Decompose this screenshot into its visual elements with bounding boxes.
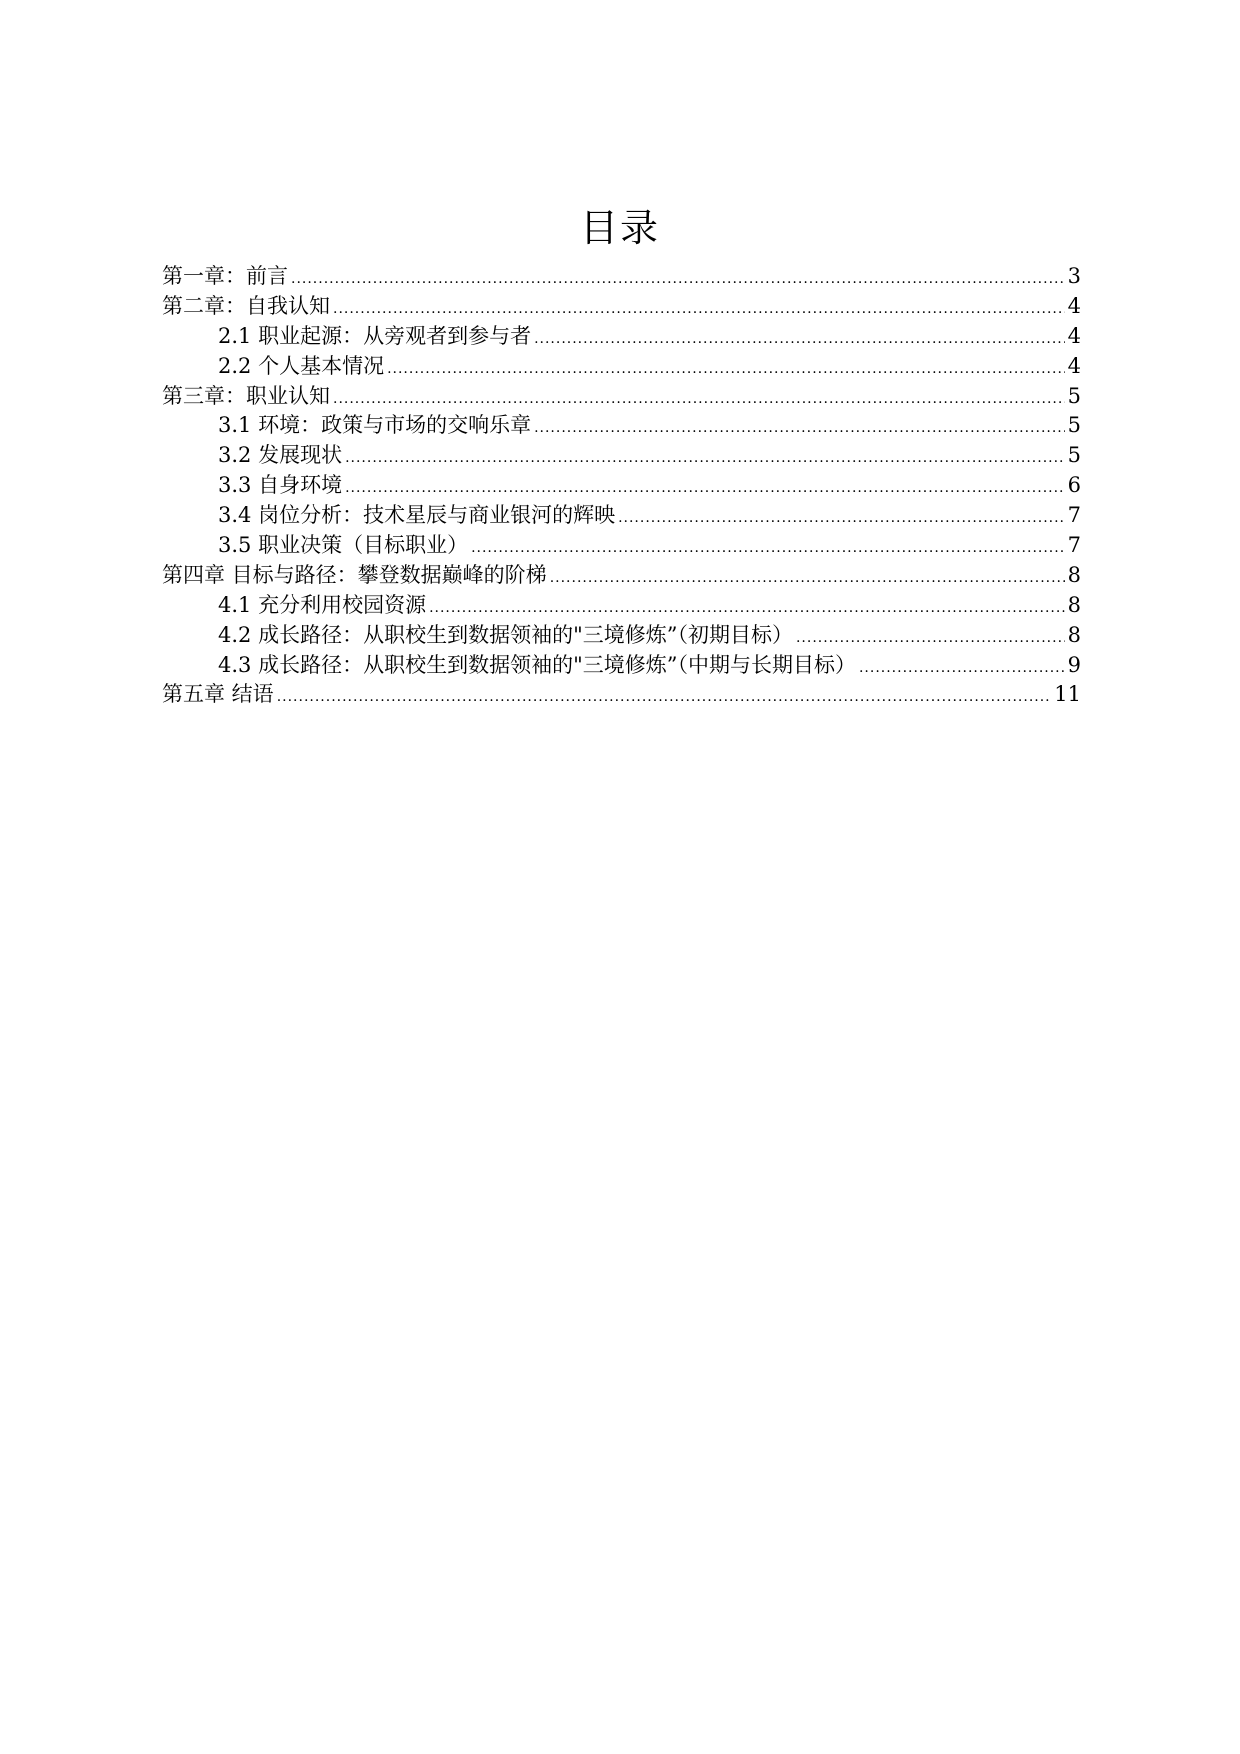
toc-entry-text: 2.2 个人基本情况 — [218, 353, 385, 378]
toc-entry-text: 4.3 成长路径：从职校生到数据领袖的"三境修炼”（中期与长期目标） — [218, 652, 856, 677]
toc-chapter-entry[interactable] — [162, 561, 1081, 591]
toc-dot-leader — [333, 385, 1065, 415]
toc-entry-text: 3.3 自身环境 — [218, 473, 343, 498]
toc-page-number: 5 — [1067, 443, 1081, 468]
toc-section-entry[interactable] — [162, 411, 1081, 441]
toc-dot-leader — [333, 295, 1065, 325]
toc-dot-leader — [429, 594, 1065, 624]
toc-dot-leader — [550, 564, 1065, 594]
toc-page-number: 8 — [1067, 622, 1081, 647]
toc-dot-leader — [534, 325, 1065, 355]
toc-section-entry[interactable] — [162, 471, 1081, 501]
toc-entry-text: 3.2 发展现状 — [218, 443, 343, 468]
toc-section-entry[interactable] — [162, 651, 1081, 681]
toc-page-number: 9 — [1067, 652, 1081, 677]
toc-entry-text: 4.2 成长路径：从职校生到数据领袖的"三境修炼”（初期目标） — [218, 622, 793, 647]
toc-page-number: 4 — [1067, 353, 1081, 378]
toc-page-number: 8 — [1067, 592, 1081, 617]
toc-entry-text: 第五章 结语 — [162, 682, 274, 707]
toc-entry-text: 第三章：职业认知 — [162, 383, 330, 408]
toc-entry-text: 3.5 职业决策（目标职业） — [218, 533, 469, 558]
toc-page-number: 11 — [1054, 682, 1081, 707]
toc-page-number: 7 — [1067, 503, 1081, 528]
toc-page-number: 8 — [1067, 562, 1081, 587]
toc-chapter-entry[interactable] — [162, 680, 1081, 710]
toc-dot-leader — [345, 444, 1065, 474]
toc-entry-text: 第四章 目标与路径：攀登数据巅峰的阶梯 — [162, 562, 547, 587]
table-of-contents — [162, 262, 1081, 710]
toc-entry-text: 4.1 充分利用校园资源 — [218, 592, 427, 617]
toc-section-entry[interactable] — [162, 621, 1081, 651]
toc-section-entry[interactable] — [162, 352, 1081, 382]
toc-page-number: 5 — [1067, 383, 1081, 408]
toc-page-number: 6 — [1067, 473, 1081, 498]
toc-page-number: 4 — [1067, 293, 1081, 318]
toc-chapter-entry[interactable] — [162, 262, 1081, 292]
toc-section-entry[interactable] — [162, 591, 1081, 621]
toc-section-entry[interactable] — [162, 501, 1081, 531]
toc-chapter-entry[interactable] — [162, 382, 1081, 412]
toc-dot-leader — [618, 504, 1065, 534]
toc-dot-leader — [796, 624, 1065, 654]
toc-section-entry[interactable] — [162, 441, 1081, 471]
toc-entry-text: 3.1 环境：政策与市场的交响乐章 — [218, 413, 532, 438]
toc-entry-text: 2.1 职业起源：从旁观者到参与者 — [218, 323, 532, 348]
toc-dot-leader — [859, 654, 1065, 684]
toc-dot-leader — [387, 355, 1065, 385]
toc-chapter-entry[interactable] — [162, 292, 1081, 322]
toc-entry-text: 3.4 岗位分析：技术星辰与商业银河的辉映 — [218, 503, 616, 528]
toc-dot-leader — [534, 414, 1065, 444]
toc-page-number: 4 — [1067, 323, 1081, 348]
toc-entry-text: 第一章：前言 — [162, 264, 288, 288]
toc-page-number: 3 — [1067, 264, 1081, 288]
toc-page-number: 7 — [1067, 533, 1081, 558]
toc-title: 目录 — [579, 206, 660, 250]
toc-dot-leader — [345, 474, 1065, 504]
toc-section-entry[interactable] — [162, 531, 1081, 561]
toc-entry-text: 第二章：自我认知 — [162, 293, 330, 318]
toc-section-entry[interactable] — [162, 322, 1081, 352]
toc-dot-leader — [291, 265, 1065, 295]
toc-dot-leader — [471, 534, 1065, 564]
toc-page-number: 5 — [1067, 413, 1081, 438]
toc-dot-leader — [277, 683, 1052, 713]
